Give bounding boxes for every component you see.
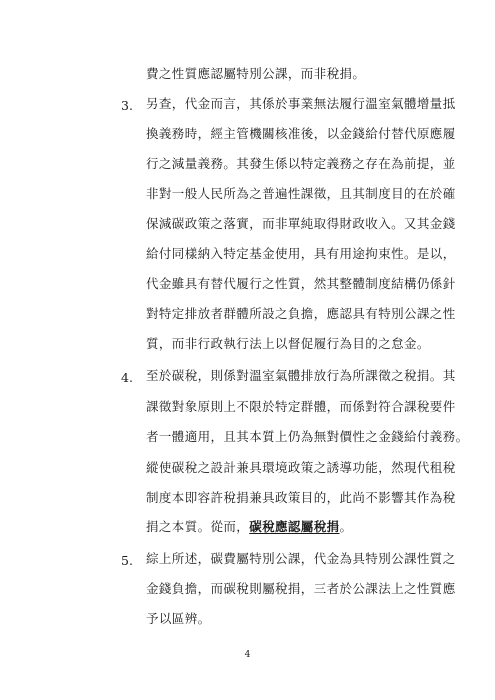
paragraph-line: 換義務時，經主管機關核准後，以金錢給付替代原應履 [146, 126, 456, 141]
paragraph-line [146, 521, 352, 534]
item-number: 5. [121, 553, 133, 568]
page-number: 4 [244, 650, 251, 660]
paragraph-line: 另查，代金而言，其係於事業無法履行溫室氣體增量抵 [146, 96, 456, 111]
paragraph-line: 至於碳稅，則係對溫室氣體排放行為所課徵之稅捐。其 [146, 368, 456, 383]
paragraph-line: 金錢負擔，而碳稅則屬稅捐，三者於公課法上之性質應 [146, 581, 456, 596]
paragraph-line: 予以區辨。 [146, 611, 211, 626]
paragraph-line: 給付同樣納入特定基金使用，具有用途拘束性。是以， [146, 246, 456, 261]
paragraph-text: 。 [339, 519, 353, 534]
paragraph-line: 行之減量義務。其發生係以特定義務之存在為前提，並 [146, 156, 456, 171]
paragraph-text: 捐之本質。從而， [146, 519, 250, 534]
paragraph-line: 質，而非行政執行法上以督促履行為目的之怠金。 [146, 336, 430, 351]
paragraph-line: 者一體適用，且其本質上仍為無對價性之金錢給付義務。 [146, 429, 469, 444]
intro-line: 費之性質應認屬特別公課，而非稅捐。 [146, 66, 366, 81]
item-number: 4. [121, 370, 133, 385]
paragraph-line: 對特定排放者群體所設之負擔，應認具有特別公課之性 [146, 306, 456, 321]
paragraph-line: 課徵對象原則上不限於特定群體，而係對符合課稅要件 [146, 399, 456, 414]
emphasized-conclusion: 碳稅應認屬稅捐 [249, 519, 340, 534]
paragraph-line: 非對一般人民所為之普遍性課徵，且其制度目的在於確 [146, 186, 456, 201]
paragraph-line: 制度本即容許稅捐兼具政策目的，此尚不影響其作為稅 [146, 490, 456, 505]
paragraph-line: 綜上所述，碳費屬特別公課，代金為具特別公課性質之 [146, 551, 456, 566]
paragraph-line: 縱使碳稅之設計兼具環境政策之誘導功能，然現代租稅 [146, 460, 456, 475]
paragraph-line: 代金雖具有替代履行之性質，然其整體制度結構仍係針 [146, 276, 456, 291]
paragraph-line: 保減碳政策之落實，而非單純取得財政收入。又其金錢 [146, 216, 456, 231]
item-number: 3. [121, 98, 133, 113]
